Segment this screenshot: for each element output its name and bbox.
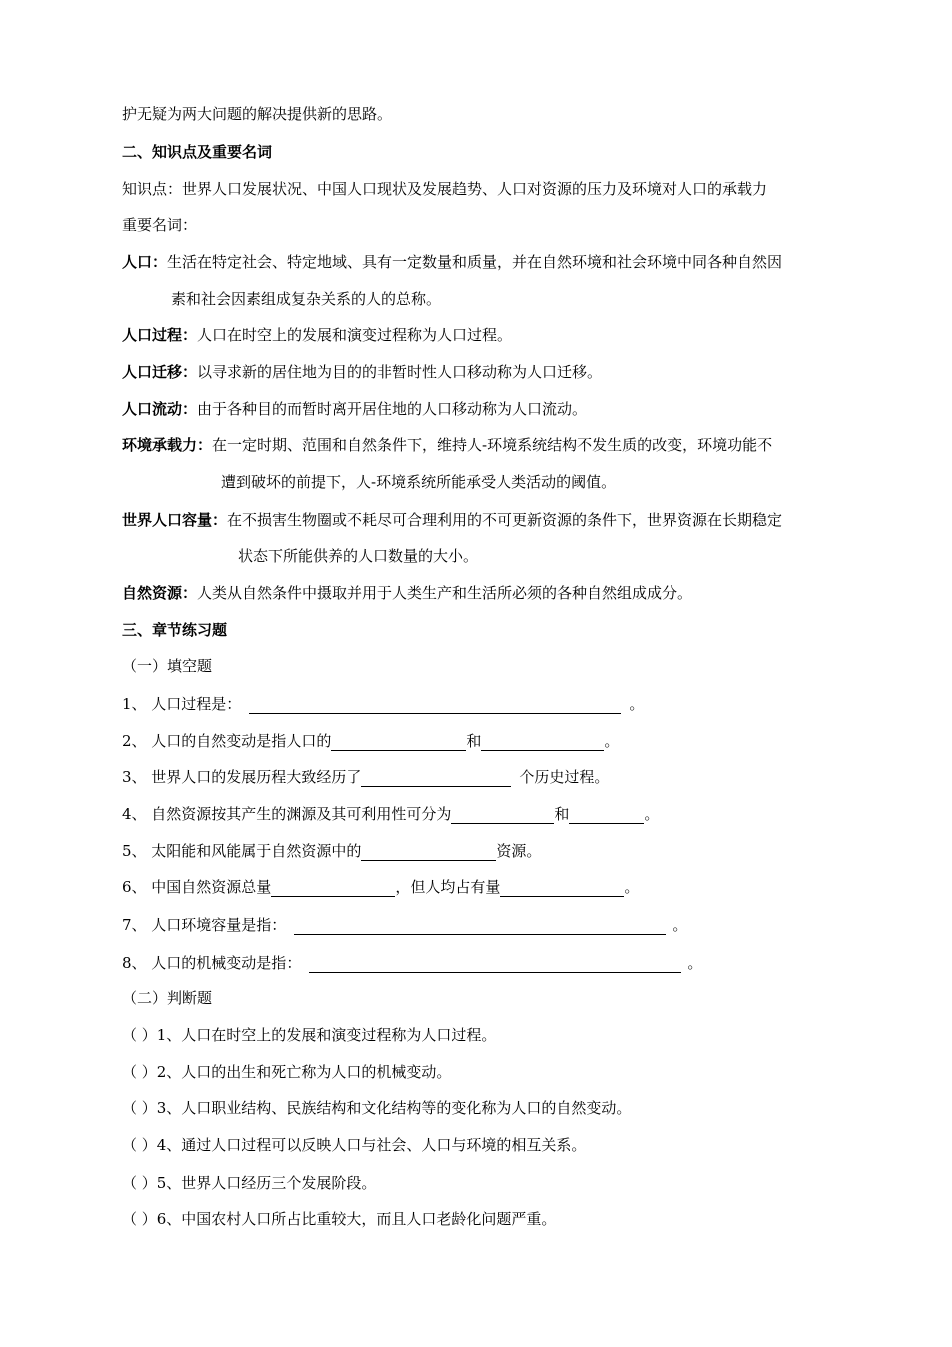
question-text: 。 <box>687 954 703 972</box>
judge-question-1: （ ）1、人口在时空上的发展和演变过程称为人口过程。 <box>122 1026 497 1044</box>
knowledge-points: 知识点：世界人口发展状况、中国人口现状及发展趋势、人口对资源的压力及环境对人口的承载力 <box>122 180 768 198</box>
fill-question-6 <box>122 877 639 897</box>
term-definition: 在不损害生物圈或不耗尽可合理利用的不可更新资源的条件下，世界资源在长期稳定 <box>227 511 783 529</box>
judge-question-5: （ ）5、世界人口经历三个发展阶段。 <box>122 1174 377 1192</box>
term-renkou-guocheng <box>122 325 512 345</box>
judge-question-3: （ ）3、人口职业结构、民族结构和文化结构等的变化称为人口的自然变动。 <box>122 1099 632 1117</box>
fill-question-2 <box>122 731 619 751</box>
question-text: 2、 人口的自然变动是指人口的 <box>122 732 332 750</box>
term-ziran-ziyuan <box>122 583 692 603</box>
answer-blank[interactable] <box>309 955 681 973</box>
term-definition: 人类从自然条件中摄取并用于人类生产和生活所必须的各种自然组成成分。 <box>197 584 693 602</box>
judge-heading: （二）判断题 <box>122 989 213 1007</box>
fill-question-5 <box>122 841 541 861</box>
answer-blank[interactable] <box>451 806 554 824</box>
question-text: 。 <box>672 916 688 934</box>
question-text: 1、 人口过程是： <box>122 695 242 713</box>
term-label: 世界人口容量： <box>122 511 228 529</box>
term-definition: 人口在时空上的发展和演变过程称为人口过程。 <box>197 326 513 344</box>
term-renkou <box>122 252 782 272</box>
answer-blank[interactable] <box>331 733 466 751</box>
term-definition: 由于各种目的而暂时离开居住地的人口移动称为人口流动。 <box>197 400 588 418</box>
answer-blank[interactable] <box>569 806 644 824</box>
term-definition: 以寻求新的居住地为目的的非暂时性人口移动称为人口迁移。 <box>197 363 603 381</box>
judge-question-2: （ ）2、人口的出生和死亡称为人口的机械变动。 <box>122 1063 452 1081</box>
intro-tail-text: 护无疑为两大问题的解决提供新的思路。 <box>122 105 393 123</box>
question-text: 5、 太阳能和风能属于自然资源中的 <box>122 842 362 860</box>
judge-question-4: （ ）4、通过人口过程可以反映人口与社会、人口与环境的相互关系。 <box>122 1136 587 1154</box>
fill-question-1 <box>122 694 644 714</box>
question-text: 8、 人口的机械变动是指： <box>122 954 302 972</box>
fill-question-3 <box>122 767 609 787</box>
question-text: 资源。 <box>496 842 542 860</box>
question-text: 6、 中国自然资源总量 <box>122 878 272 896</box>
term-shijie-renkou-rongliang-cont: 状态下所能供养的人口数量的大小。 <box>238 547 479 565</box>
question-text: 7、 人口环境容量是指： <box>122 916 287 934</box>
fill-question-8 <box>122 953 702 973</box>
question-text: 4、 自然资源按其产生的渊源及其可利用性可分为 <box>122 805 452 823</box>
term-label: 自然资源： <box>122 584 198 602</box>
term-label: 人口过程： <box>122 326 198 344</box>
term-label: 人口： <box>122 253 168 271</box>
question-text: 3、 世界人口的发展历程大致经历了 <box>122 768 362 786</box>
answer-blank[interactable] <box>361 843 496 861</box>
term-definition: 在一定时期、范围和自然条件下，维持人-环境系统结构不发生质的改变，环境功能不 <box>212 436 773 454</box>
judge-question-6: （ ）6、中国农村人口所占比重较大，而且人口老龄化问题严重。 <box>122 1210 557 1228</box>
answer-blank[interactable] <box>271 879 395 897</box>
answer-blank[interactable] <box>361 769 511 787</box>
term-renkou-cont: 素和社会因素组成复杂关系的人的总称。 <box>171 290 442 308</box>
fill-blank-heading: （一）填空题 <box>122 657 213 675</box>
question-text: 。 <box>644 805 660 823</box>
term-label: 环境承载力： <box>122 436 213 454</box>
answer-blank[interactable] <box>249 696 621 714</box>
term-label: 人口流动： <box>122 400 198 418</box>
answer-blank[interactable] <box>500 879 624 897</box>
question-text: 。 <box>624 878 640 896</box>
terms-label: 重要名词： <box>122 216 198 234</box>
question-text: 和 <box>554 805 570 823</box>
term-huanjing-chengzaili-cont: 遭到破坏的前提下，人-环境系统所能承受人类活动的阈值。 <box>221 473 617 491</box>
term-shijie-renkou-rongliang <box>122 510 782 530</box>
question-text: 和 <box>466 732 482 750</box>
term-huanjing-chengzaili <box>122 435 772 455</box>
answer-blank[interactable] <box>294 917 666 935</box>
section-3-heading: 三、章节练习题 <box>122 621 228 639</box>
term-renkou-qianyi <box>122 362 602 382</box>
term-label: 人口迁移： <box>122 363 198 381</box>
term-definition: 生活在特定社会、特定地域、具有一定数量和质量，并在自然环境和社会环境中同各种自然因 <box>167 253 783 271</box>
term-renkou-liudong <box>122 399 587 419</box>
section-2-heading: 二、知识点及重要名词 <box>122 143 273 161</box>
question-text: 个历史过程。 <box>519 768 610 786</box>
fill-question-7 <box>122 915 687 935</box>
fill-question-4 <box>122 804 659 824</box>
question-text: ，但人均占有量 <box>395 878 501 896</box>
question-text: 。 <box>604 732 620 750</box>
question-text: 。 <box>629 695 645 713</box>
answer-blank[interactable] <box>481 733 604 751</box>
